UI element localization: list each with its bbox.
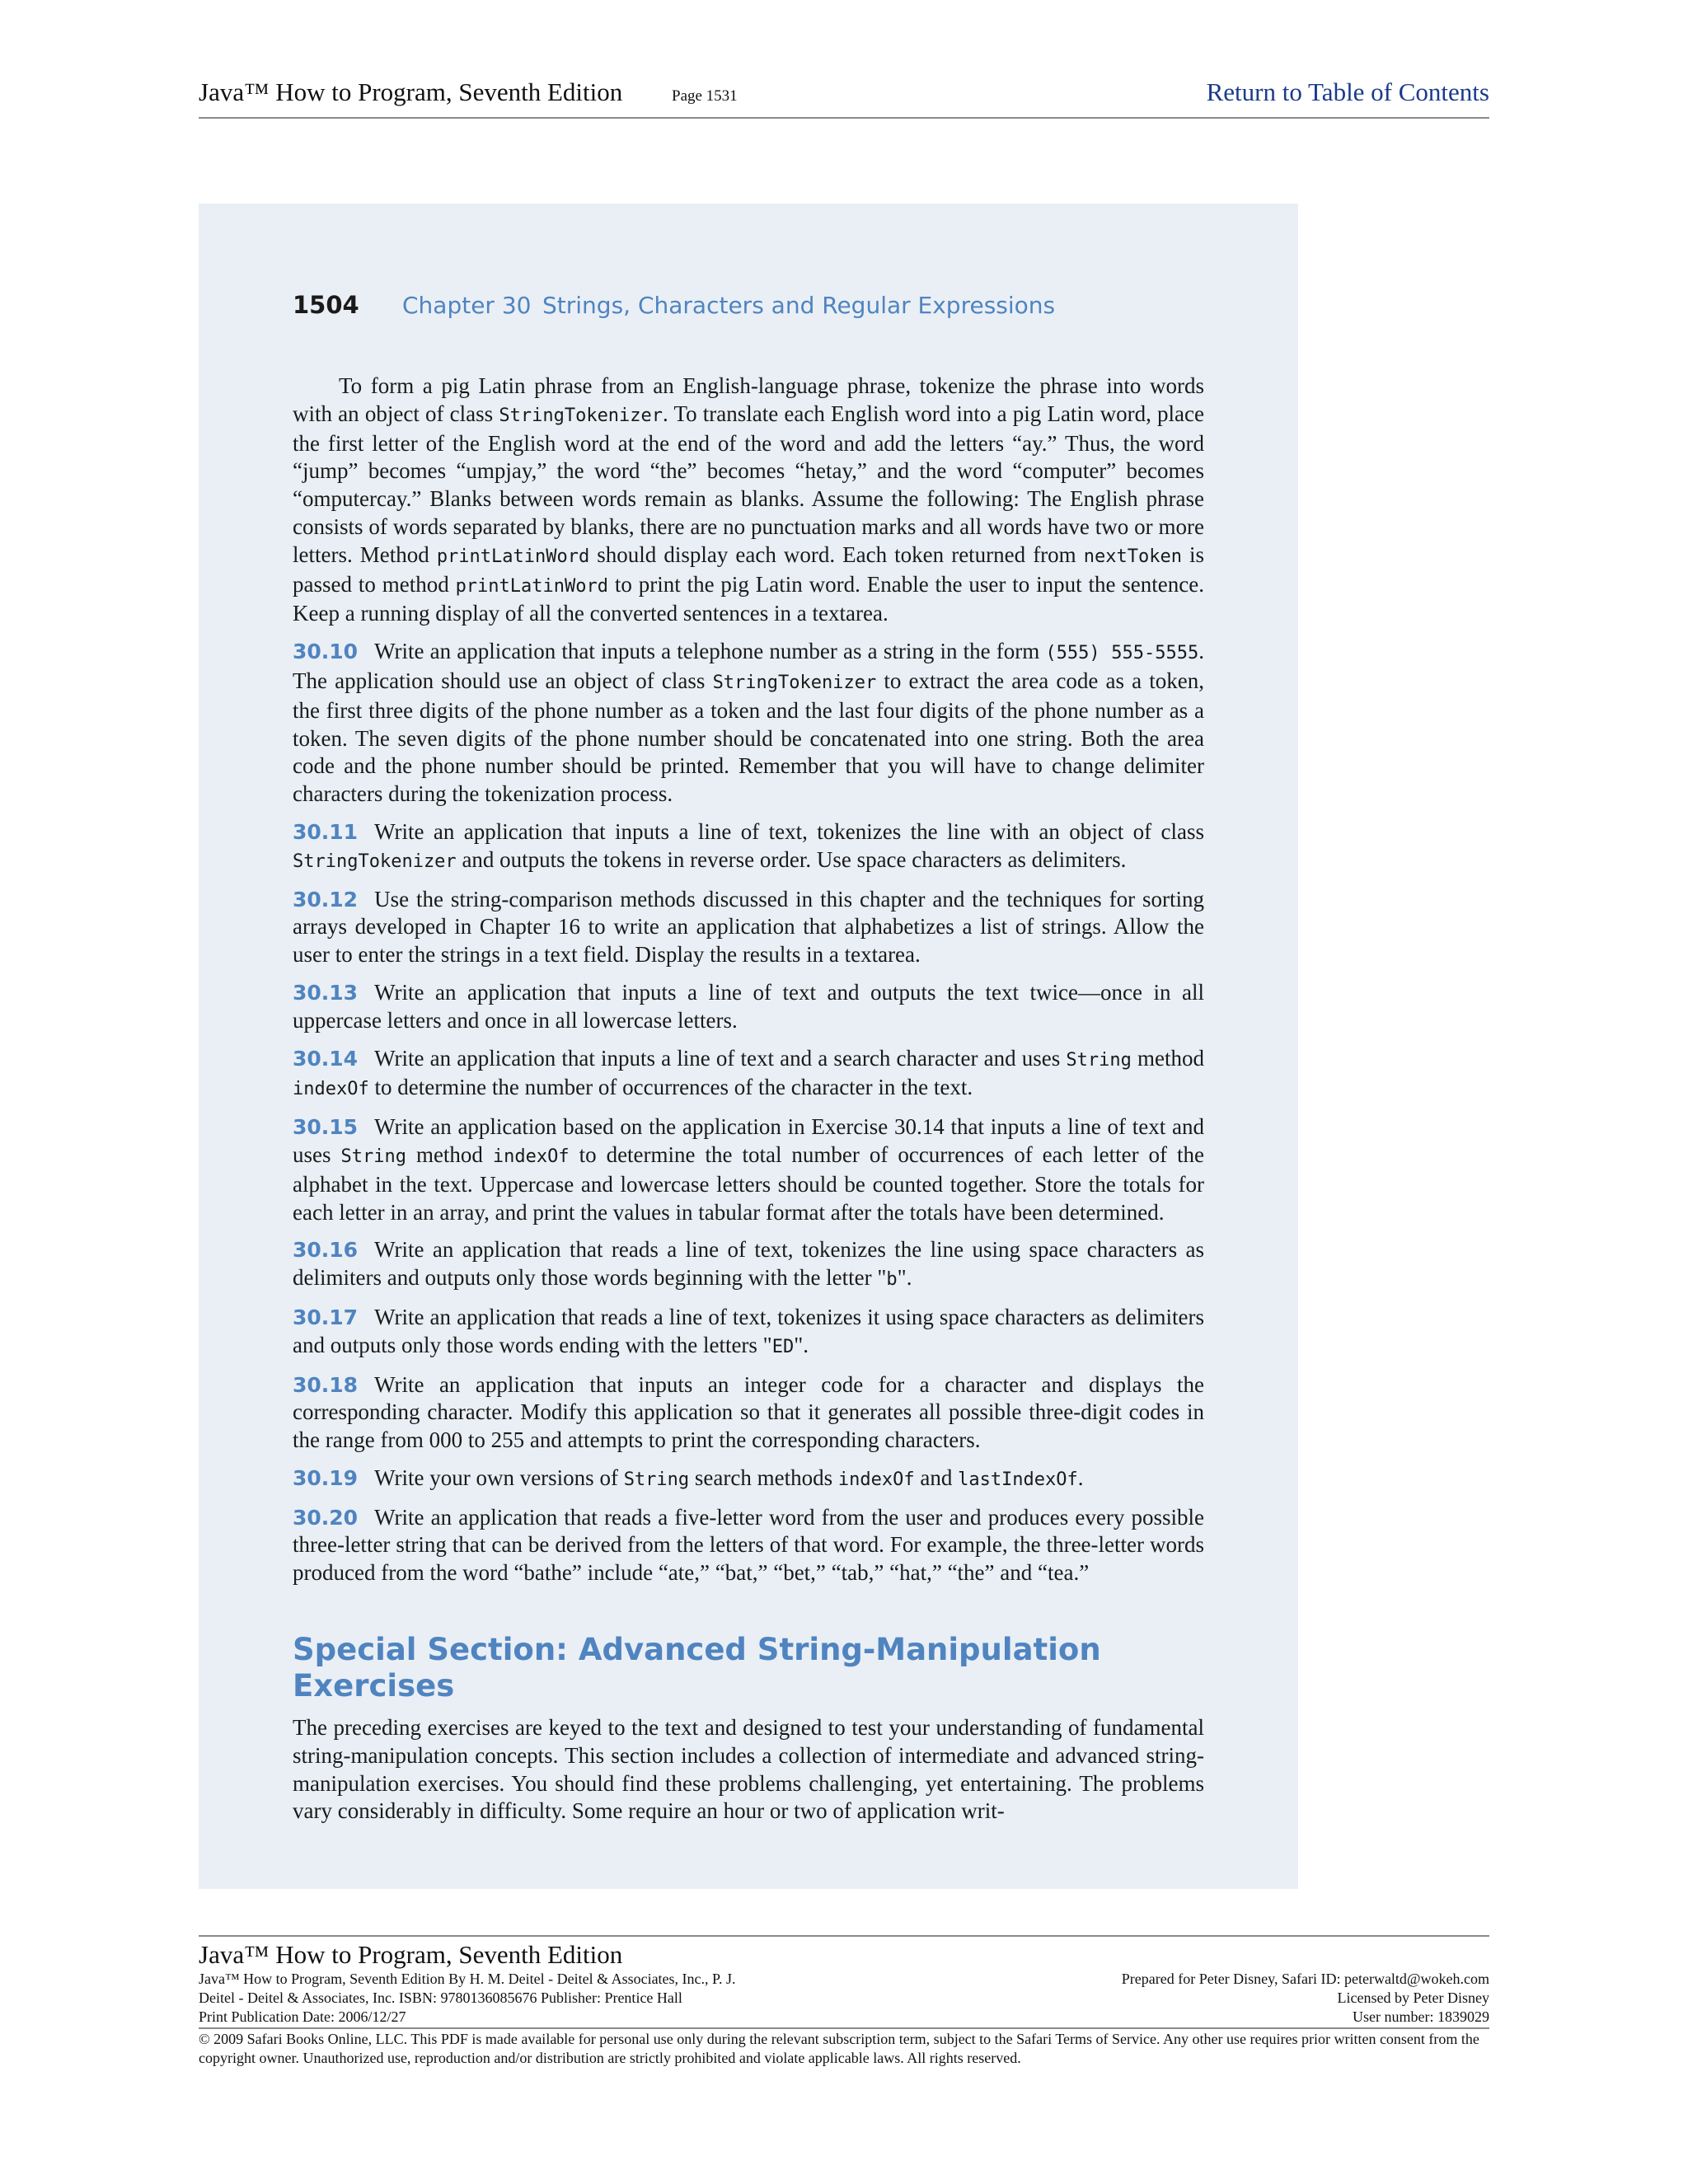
exercise-number: 30.10	[293, 640, 359, 664]
text-run: .	[1077, 1465, 1084, 1490]
text-run: Write an application that reads a line of text, tokenizes it using space characters as delimiters and outputs only those words ending with the letters "	[293, 1304, 1204, 1357]
code-run: ED	[771, 1336, 795, 1357]
exercise-30-17	[293, 1304, 1204, 1361]
exercise-30-19	[293, 1465, 1204, 1494]
code-run: lastIndexOf	[958, 1469, 1078, 1490]
chapter-label: Chapter 30	[402, 292, 532, 319]
exercise-number: 30.17	[293, 1305, 359, 1329]
text-run: Write an application that reads a five-letter word from the user and produces every possible three-letter string that can be derived from the letters of that word. For example, the three-letter words produced from the word “bathe” include “ate,” “bat,” “bet,” “tab,” “hat,” “the” and “tea.”	[293, 1504, 1204, 1586]
footer	[199, 1935, 1489, 2068]
code-run: StringTokenizer	[712, 672, 877, 693]
exercise-30-11	[293, 818, 1204, 876]
footer-row	[199, 1989, 1489, 2008]
text-run: to determine the total number of occurrences of each letter of the alphabet in the text. Uppercase and lowercase letters should be counted together. Store the totals for each letter in an array, and print the values in tabular format after the totals have been determined.	[293, 1141, 1204, 1225]
footer-row	[199, 2008, 1489, 2027]
page-panel	[199, 204, 1298, 1889]
text-run: to determine the number of occurrences of the character in the text.	[368, 1075, 973, 1100]
code-run: indexOf	[492, 1146, 570, 1167]
exercise-30-12	[293, 886, 1204, 969]
footer-copyright: © 2009 Safari Books Online, LLC. This PDF is made available for personal use only during the relevant subscription term, subject to the Safari Terms of Service. Any other use requires prior written consent from the copyright owner. Unauthorized use, reproduction and/or distribution are strictly prohibited and violate applicable laws. All rights reserved.	[199, 2027, 1489, 2068]
text-run: is passed to method	[293, 541, 1205, 597]
footer-row	[199, 1970, 1489, 1989]
text-run: Use the string-comparison methods discussed in this chapter and the techniques for sorting arrays developed in Chapter 16 to write an application that alphabetizes a list of strings. Allow the user to enter the strings in a text field. Display the results in a textarea.	[293, 886, 1204, 968]
text-run: ".	[794, 1332, 809, 1357]
page-label: Page 1531	[672, 87, 738, 105]
exercise-30-10	[293, 638, 1204, 808]
text-run: ".	[897, 1265, 912, 1291]
page-number: 1504	[293, 291, 359, 319]
code-run: (555) 555-5555	[1045, 643, 1199, 664]
section-title: Special Section: Advanced String-Manipulation Exercises	[293, 1632, 1101, 1704]
exercise-number: 30.20	[293, 1505, 359, 1530]
text-run: . To translate each English word into a pig Latin word, place the first letter of the English word at the end of the word and add the letters “ay.” Thus, the word “jump” becomes “umpjay,” the word “the” becomes “hetay,” and the word “computer” becomes “omputercay.” Blanks between words remain as blanks. Assume the following: The English phrase consists of words separated by blanks, there are no punctuation marks and all words have two or more letters. Method	[293, 401, 1204, 567]
exercise-30-14	[293, 1045, 1204, 1104]
code-run: String	[340, 1146, 406, 1167]
code-run: StringTokenizer	[499, 405, 663, 426]
toc-link[interactable]: Return to Table of Contents	[1206, 77, 1489, 106]
code-run: String	[623, 1469, 690, 1490]
exercise-30-18	[293, 1371, 1204, 1455]
text-run: Write an application that inputs a line of text, tokenizes the line with an object of class	[374, 818, 1204, 844]
exercise-number: 30.13	[293, 980, 359, 1005]
exercise-30-16	[293, 1236, 1204, 1294]
footer-prepared-for: Prepared for Peter Disney, Safari ID: peterwaltd@wokeh.com	[1121, 1971, 1489, 1987]
top-header	[199, 76, 1489, 119]
book-title: Java™ How to Program, Seventh Edition	[199, 77, 623, 106]
exercise-30-13	[293, 979, 1204, 1035]
code-run: String	[1066, 1049, 1132, 1071]
code-run: b	[886, 1269, 898, 1291]
text-run: Write an application based on the application in Exercise 30.14 that inputs a line of text and uses	[293, 1114, 1204, 1167]
footer-pub-date: Print Publication Date: 2006/12/27	[199, 2008, 406, 2025]
exercise-number: 30.19	[293, 1465, 359, 1490]
exercise-number: 30.15	[293, 1115, 359, 1140]
exercise-number: 30.12	[293, 887, 359, 912]
text-run: Write an application that inputs an integer code for a character and displays the corresponding character. Modify this application so that it generates all possible three-digit codes in the range from 000 to 255 and attempts to print the corresponding characters.	[293, 1371, 1204, 1453]
code-run: printLatinWord	[436, 546, 590, 567]
text-run: search methods	[689, 1465, 838, 1490]
exercise-number: 30.16	[293, 1238, 359, 1263]
text-run: and	[914, 1465, 959, 1490]
exercise-number: 30.14	[293, 1046, 359, 1071]
text-run: Write an application that reads a line of text, tokenizes the line using space characters as delimiters and outputs only those words beginning with the letter "	[293, 1237, 1204, 1291]
text-run: method	[406, 1141, 493, 1167]
exercise-number: 30.18	[293, 1372, 359, 1397]
text-run: To form a pig Latin phrase from an English-language phrase, tokenize the phrase into words with an object of class	[293, 373, 1204, 426]
text-run: method	[1131, 1045, 1204, 1071]
text-run: should display each word. Each token returned from	[589, 541, 1084, 567]
code-run: StringTokenizer	[293, 851, 457, 872]
text-run: Write an application that inputs a telephone number as a string in the form	[374, 639, 1046, 664]
exercise-30-15	[293, 1113, 1204, 1226]
text-run: to print the pig Latin word. Enable the user to input the sentence. Keep a running display of all the converted sentences in a textarea.	[293, 571, 1204, 626]
exercise-number: 30.11	[293, 819, 359, 844]
footer-book-credit: Java™ How to Program, Seventh Edition By H. M. Deitel - Deitel & Associates, Inc., P. J.	[199, 1971, 736, 1987]
body-text	[293, 373, 1204, 1835]
text-run: . The application should use an object of class	[293, 639, 1204, 693]
intro-paragraph	[293, 373, 1204, 628]
chapter-title: Strings, Characters and Regular Expressions	[542, 292, 1056, 319]
footer-user-number: User number: 1839029	[1353, 2008, 1489, 2025]
footer-title: Java™ How to Program, Seventh Edition	[199, 1940, 623, 1969]
code-run: nextToken	[1083, 546, 1182, 567]
code-run: indexOf	[293, 1079, 369, 1100]
text-run: to extract the area code as a token, the first three digits of the phone number as a token and the last four digits of the phone number as a token. The seven digits of the phone number should be concatenated into one string. Both the area code and the phone number should be printed. Remember that you will have to change delimiter characters during the tokenization process.	[293, 668, 1204, 807]
section-paragraph: The preceding exercises are keyed to the text and designed to test your understanding of fundamental string-manipulation concepts. This section includes a collection of intermediate and advanced string-manipulation exercises. You should find these problems challenging, yet entertaining. The problems vary considerably in difficulty. Some require an hour or two of application writ-	[293, 1715, 1204, 1824]
footer-isbn: Deitel - Deitel & Associates, Inc. ISBN: 9780136085676 Publisher: Prentice Hall	[199, 1990, 682, 2006]
code-run: indexOf	[837, 1469, 915, 1490]
text-run: Write your own versions of	[374, 1465, 624, 1490]
text-run: Write an application that inputs a line of text and a search character and uses	[374, 1045, 1067, 1071]
text-run: Write an application that inputs a line of text and outputs the text twice—once in all uppercase letters and once in all lowercase letters.	[293, 979, 1204, 1033]
footer-licensed-by: Licensed by Peter Disney	[1337, 1990, 1489, 2006]
code-run: printLatinWord	[455, 575, 608, 597]
exercise-30-20	[293, 1504, 1204, 1587]
text-run: and outputs the tokens in reverse order. Use space characters as delimiters.	[456, 846, 1127, 872]
